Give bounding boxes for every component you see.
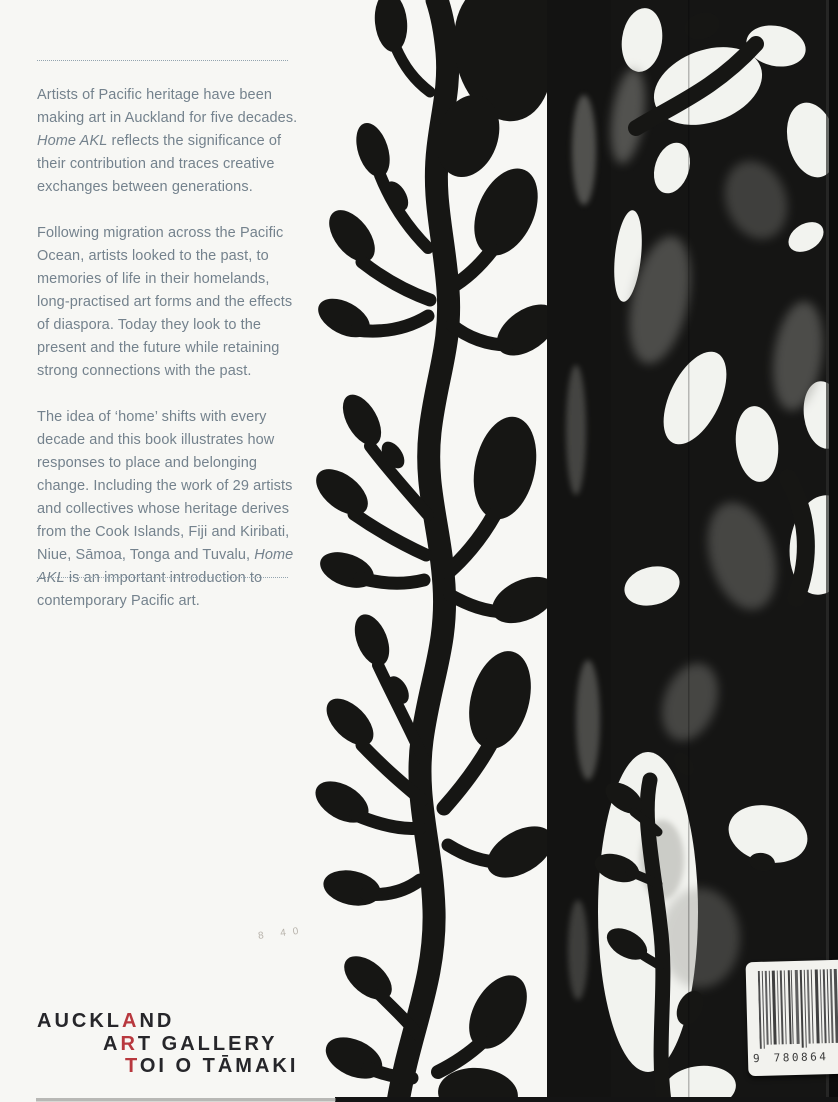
- blurb-paragraph: [37, 84, 305, 199]
- gallery-logo-line: [125, 1055, 298, 1078]
- logo-letters: AUCKL: [37, 1010, 122, 1032]
- logo-letters: OI O TĀMAKI: [139, 1055, 299, 1077]
- blurb-text: Artists of Pacific heritage have been making art in Auckland for five decades.: [37, 87, 298, 126]
- book-title-italic: Home AKL: [37, 547, 294, 586]
- blurb-paragraph: [37, 406, 305, 613]
- barcode-label: [746, 960, 838, 1076]
- logo-letters: A: [103, 1032, 121, 1055]
- pencil-price-note: 8 40: [257, 925, 306, 942]
- blurb-text: reflects the significance of their contribution and traces creative exchanges between generations.: [37, 133, 282, 195]
- blurb-text: is an important introduction to contemporary Pacific art.: [37, 570, 263, 609]
- blurb: [37, 84, 305, 636]
- blurb-text: The idea of ‘home’ shifts with every decade and this book illustrates how responses to place and belonging change. Including the work of 29 artists and collectives whose heritage derives from the Cook Islands, Fiji and Kiribati, Niue, Sāmoa, Tonga and Tuvalu,: [37, 409, 293, 563]
- logo-red-letter: T: [125, 1055, 140, 1077]
- gallery-logo-line: [37, 1010, 298, 1033]
- blurb-paragraph: [37, 222, 305, 383]
- barcode-bars: [758, 969, 838, 1049]
- barcode-number: 780864: [773, 1050, 829, 1065]
- blurb-text: Following migration across the Pacific Ocean, artists looked to the past, to memories of life in their homelands, long‑practised art forms and the effects of diaspora. Today they look to the present and the future while retaining strong connections with the past.: [37, 225, 293, 379]
- seaweed-stem-left: [308, 0, 566, 1102]
- gallery-logo-line: [103, 1033, 298, 1056]
- logo-letters: T GALLERY: [137, 1032, 278, 1055]
- divider-dotted-bottom: [37, 577, 288, 578]
- logo-red-letter: A: [122, 1010, 140, 1032]
- seaweed-panel-right: [591, 0, 838, 1102]
- book-title-italic: Home AKL: [37, 133, 108, 149]
- barcode-prefix-digit: 9: [752, 1051, 760, 1066]
- gallery-logo: [37, 1010, 298, 1078]
- logo-red-letter: R: [120, 1032, 138, 1055]
- logo-letters: ND: [139, 1010, 175, 1032]
- divider-dotted-top: [37, 60, 288, 61]
- barcode-digits: [752, 1050, 838, 1066]
